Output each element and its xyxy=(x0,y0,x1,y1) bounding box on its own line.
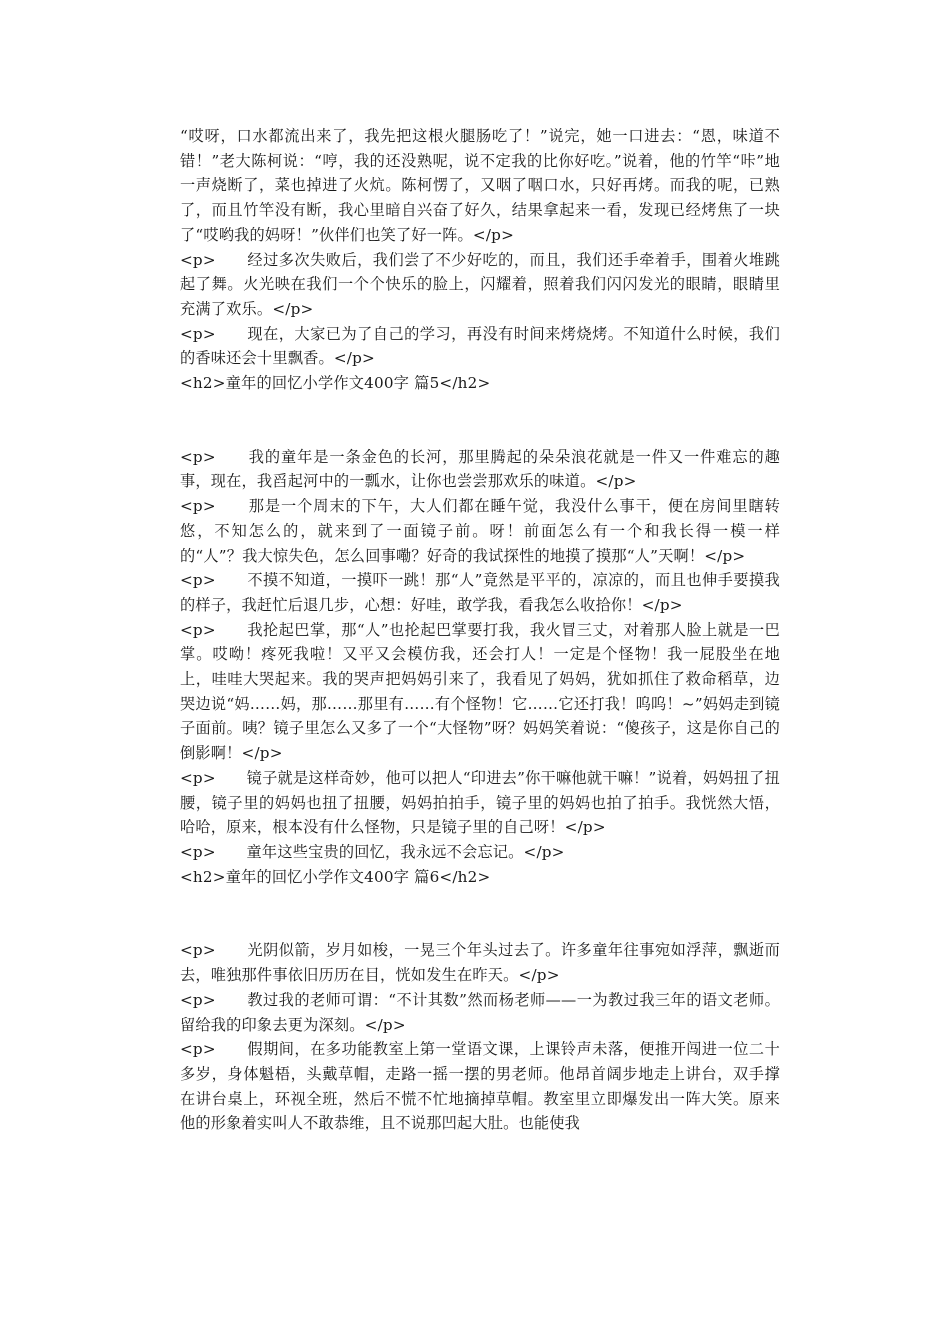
paragraph-8: <p> 镜子就是这样奇妙，他可以把人“印进去”你干嘛他就干嘛！”说着，妈妈扭了扭腰，镜子里的妈妈也扭了扭腰，妈妈拍拍手，镜子里的妈妈也拍了拍手。我恍然大悟，哈哈，原来，根本没有什么怪物，只是镜子里的自己呀！</p> xyxy=(180,768,780,837)
paragraph-2: <p> 经过多次失败后，我们尝了不少好吃的，而且，我们还手牵着手，围着火堆跳起了舞。火光映在我们一个个快乐的脸上，闪耀着，照着我们闪闪发光的眼睛，眼睛里充满了欢乐。</p> xyxy=(180,250,780,318)
paragraph-11: <p> 教过我的老师可谓：“不计其数”然而杨老师——一为教过我三年的语文老师。留给我的印象去更为深刻。</p> xyxy=(180,990,780,1034)
paragraph-4: <p> 我的童年是一条金色的长河，那里腾起的朵朵浪花就是一件又一件难忘的趣事，现在，我舀起河中的一瓢水，让你也尝尝那欢乐的味道。</p> xyxy=(180,447,780,491)
section-gap xyxy=(180,396,780,445)
paragraph-9: <p> 童年这些宝贵的回忆，我永远不会忘记。</p> xyxy=(180,842,565,861)
paragraph-7: <p> 我抡起巴掌，那“人”也抡起巴掌要打我，我火冒三丈，对着那人脸上就是一巴掌。哎呦！疼死我啦！又平又会模仿我，还会打人！一定是个怪物！我一屁股坐在地上，哇哇大哭起来。我的哭声把妈妈引来了，我看见了妈妈，犹如抓住了救命稻草，边哭边说“妈……妈，那……那里有……有个怪物！它……它还打我！呜呜！~”妈妈走到镜子面前。咦？镜子里怎么又多了一个“大怪物”呀？妈妈笑着说：“傻孩子，这是你自己的倒影啊！</p> xyxy=(180,620,780,763)
paragraph-10: <p> 光阴似箭，岁月如梭，一晃三个年头过去了。许多童年往事宛如浮萍，飘逝而去，唯独那件事依旧历历在目，恍如发生在昨天。</p> xyxy=(180,941,780,985)
document-body xyxy=(180,124,780,1136)
paragraph-12: <p> 假期间，在多功能教室上第一堂语文课，上课铃声未落，便推开闯进一位二十多岁，身体魁梧，头戴草帽，走路一摇一摆的男老师。他昂首阔步地走上讲台，双手撑在讲台桌上，环视全班，然后不慌不忙地摘掉草帽。教室里立即爆发出一阵大笑。原来他的形象着实叫人不敢恭维，且不说那凹起大肚。也能使我 xyxy=(180,1040,780,1133)
paragraph-1: “哎呀，口水都流出来了，我先把这根火腿肠吃了！”说完，她一口进去：“恩，味道不错！”老大陈柯说：“哼，我的还没熟呢，说不定我的比你好吃。”说着，他的竹竿“咔”地一声烧断了，菜也掉进了火炕。陈柯愣了，又咽了咽口水，只好再烤。而我的呢，已熟了，而且竹竿没有断，我心里暗自兴奋了好久，结果拿起来一看，发现已经烤焦了一块了“哎哟我的妈呀！”伙伴们也笑了好一阵。</p> xyxy=(180,127,780,244)
paragraph-3: <p> 现在，大家已为了自己的学习，再没有时间来烤烧烤。不知道什么时候，我们的香味还会十里飘香。</p> xyxy=(180,324,780,368)
section-gap xyxy=(180,889,780,938)
heading-article-5: <h2>童年的回忆小学作文400字 篇5</h2> xyxy=(180,374,491,393)
paragraph-6: <p> 不摸不知道，一摸吓一跳！那“人”竟然是平平的，凉凉的，而且也伸手要摸我的样子，我赶忙后退几步，心想：好哇，敢学我，看我怎么收拾你！</p> xyxy=(180,571,780,614)
heading-article-6: <h2>童年的回忆小学作文400字 篇6</h2> xyxy=(180,867,491,886)
paragraph-5: <p> 那是一个周末的下午，大人们都在睡午觉，我没什么事干，便在房间里瞎转悠，不知怎么的，就来到了一面镜子前。呀！前面怎么有一个和我长得一模一样的“人”？我大惊失色，怎么回事嘞？好奇的我试探性的地摸了摸那“人”天啊！</p> xyxy=(180,497,780,565)
